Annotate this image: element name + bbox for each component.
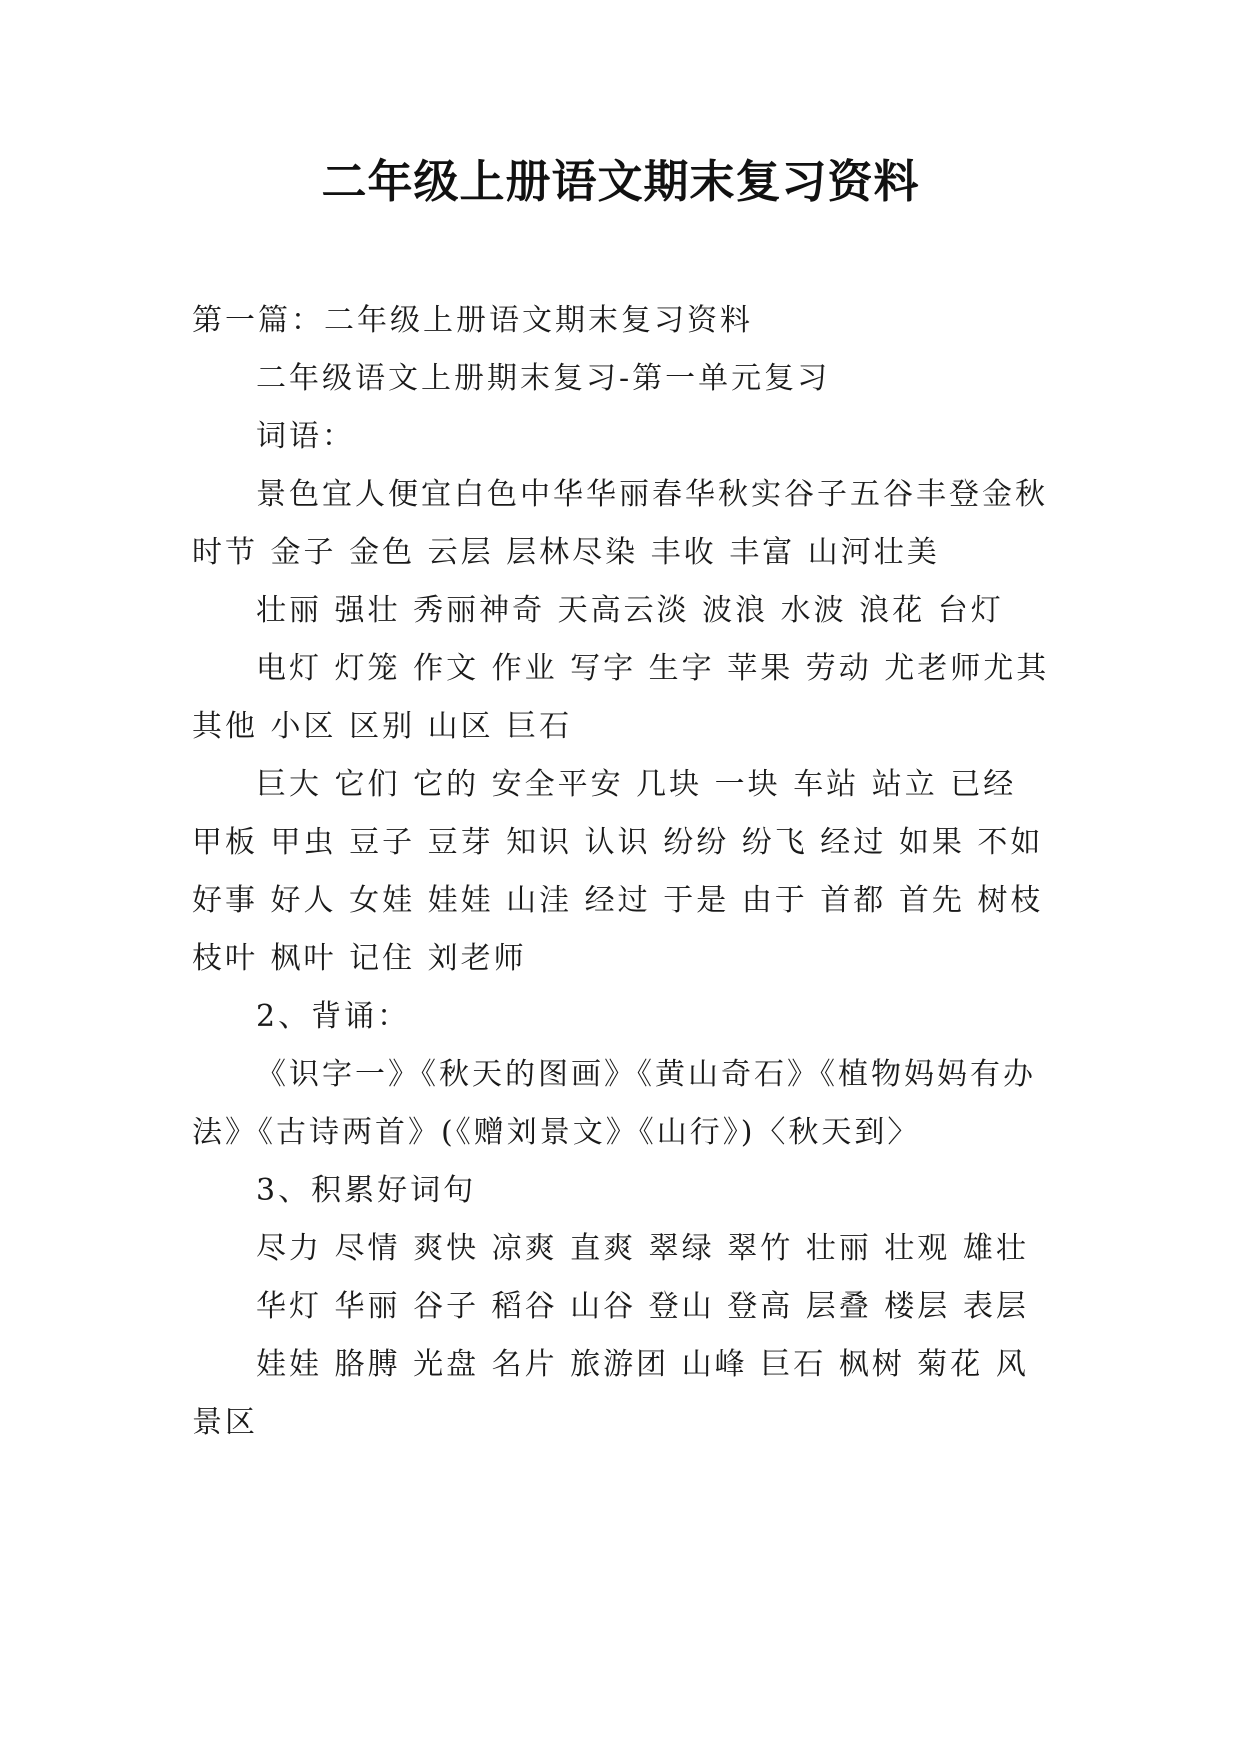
section-heading: 第一篇：二年级上册语文期末复习资料 bbox=[192, 303, 753, 338]
unit-heading: 二年级语文上册期末复习-第一单元复习 bbox=[256, 361, 831, 396]
accumulation-paragraph: 娃娃 胳膊 光盘 名片 旅游团 山峰 巨石 枫树 菊花 风景区 bbox=[192, 1347, 1029, 1440]
vocabulary-paragraph: 壮丽 强壮 秀丽神奇 天高云淡 波浪 水波 浪花 台灯 bbox=[256, 593, 1004, 628]
accumulation-label: 3、积累好词句 bbox=[256, 1173, 477, 1208]
vocabulary-paragraph: 电灯 灯笼 作文 作业 写字 生字 苹果 劳动 尤老师尤其 其他 小区 区别 山区 巨石 bbox=[192, 651, 1050, 744]
accumulation-paragraph: 尽力 尽情 爽快 凉爽 直爽 翠绿 翠竹 壮丽 壮观 雄壮 bbox=[256, 1231, 1029, 1266]
document-body bbox=[192, 292, 1054, 1452]
recitation-list: 《识字一》《秋天的图画》《黄山奇石》《植物妈妈有办法》《古诗两首》(《赠刘景文》《山行》)〈秋天到〉 bbox=[192, 1057, 1036, 1150]
vocabulary-paragraph: 巨大 它们 它的 安全平安 几块 一块 车站 站立 已经 甲板 甲虫 豆子 豆芽 知识 认识 纷纷 纷飞 经过 如果 不如 好事 好人 女娃 娃娃 山洼 经过 于是 由于 首都 首先 树枝 枝叶 枫叶 记住 刘老师 bbox=[192, 767, 1044, 976]
recitation-label: 2、背诵： bbox=[256, 999, 411, 1034]
accumulation-paragraph: 华灯 华丽 谷子 稻谷 山谷 登山 登高 层叠 楼层 表层 bbox=[256, 1289, 1029, 1324]
vocabulary-paragraph: 景色宜人便宜白色中华华丽春华秋实谷子五谷丰登金秋时节 金子 金色 云层 层林尽染 丰收 丰富 山河壮美 bbox=[192, 477, 1048, 570]
vocabulary-label: 词语： bbox=[256, 419, 355, 454]
document-title: 二年级上册语文期末复习资料 bbox=[321, 155, 920, 208]
